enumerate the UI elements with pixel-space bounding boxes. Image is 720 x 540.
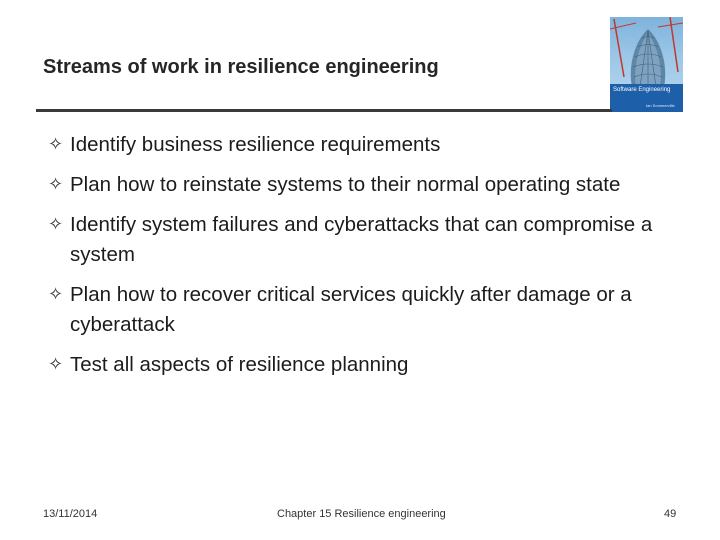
bullet-text: Test all aspects of resilience planning	[70, 353, 409, 376]
sparkle-star-icon: ✧	[48, 354, 64, 375]
bullet-item	[48, 280, 698, 340]
bullet-text: Plan how to recover critical services quickly after damage or a cyberattack	[70, 283, 632, 336]
bullet-text: Identify system failures and cyberattacks that can compromise a system	[70, 213, 653, 266]
bullet-text: Plan how to reinstate systems to their normal operating state	[70, 173, 621, 196]
bullet-item	[48, 350, 698, 380]
cover-author: Ian Sommerville	[646, 103, 675, 108]
sparkle-star-icon: ✧	[48, 174, 64, 195]
sparkle-star-icon: ✧	[48, 214, 64, 235]
slide-title: Streams of work in resilience engineering	[43, 56, 439, 78]
title-divider	[36, 109, 612, 112]
footer-chapter: Chapter 15 Resilience engineering	[277, 508, 446, 520]
footer-date: 13/11/2014	[43, 508, 98, 520]
bullet-text: Identify business resilience requirements	[70, 133, 441, 156]
cover-title: Software Engineering	[613, 87, 671, 93]
footer-page-number: 49	[664, 508, 677, 520]
cover-image	[610, 17, 683, 112]
sparkle-star-icon: ✧	[48, 134, 64, 155]
bullet-item	[48, 210, 698, 270]
sparkle-star-icon: ✧	[48, 284, 64, 305]
bullet-item	[48, 130, 698, 160]
bullet-list	[48, 130, 698, 390]
bullet-item	[48, 170, 698, 200]
